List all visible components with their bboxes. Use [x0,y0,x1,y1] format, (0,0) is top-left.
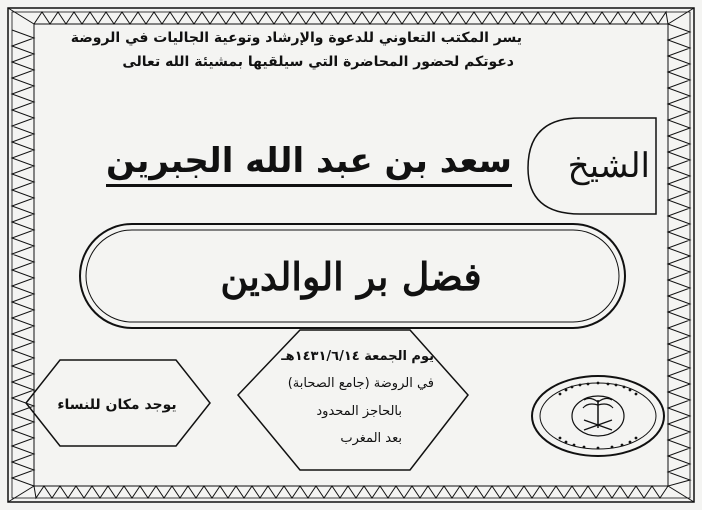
lecture-title: فضل بر الوالدين [220,254,482,299]
invitation-subheader: دعوتكم لحضور المحاضرة التي سيلقيها بمشيئة الله تعالى [122,54,514,70]
sheikh-label: الشيخ [567,146,650,186]
lecture-time: بعد المغرب [340,431,402,446]
women-space-note: يوجد مكان للنساء [57,397,177,413]
sheikh-name: سعد بن عبد الله الجبرين [106,140,512,187]
segregation-note: بالحاجز المحدود [316,404,402,419]
organization-seal-icon [532,376,664,456]
lecture-location: في الروضة (جامع الصحابة) [287,376,434,391]
lecture-date: يوم الجمعة ١٤٣١/٦/١٤هـ [281,349,434,364]
invitation-header: يسر المكتب التعاوني للدعوة والإرشاد وتوعية الجاليات في الروضة [70,30,522,46]
